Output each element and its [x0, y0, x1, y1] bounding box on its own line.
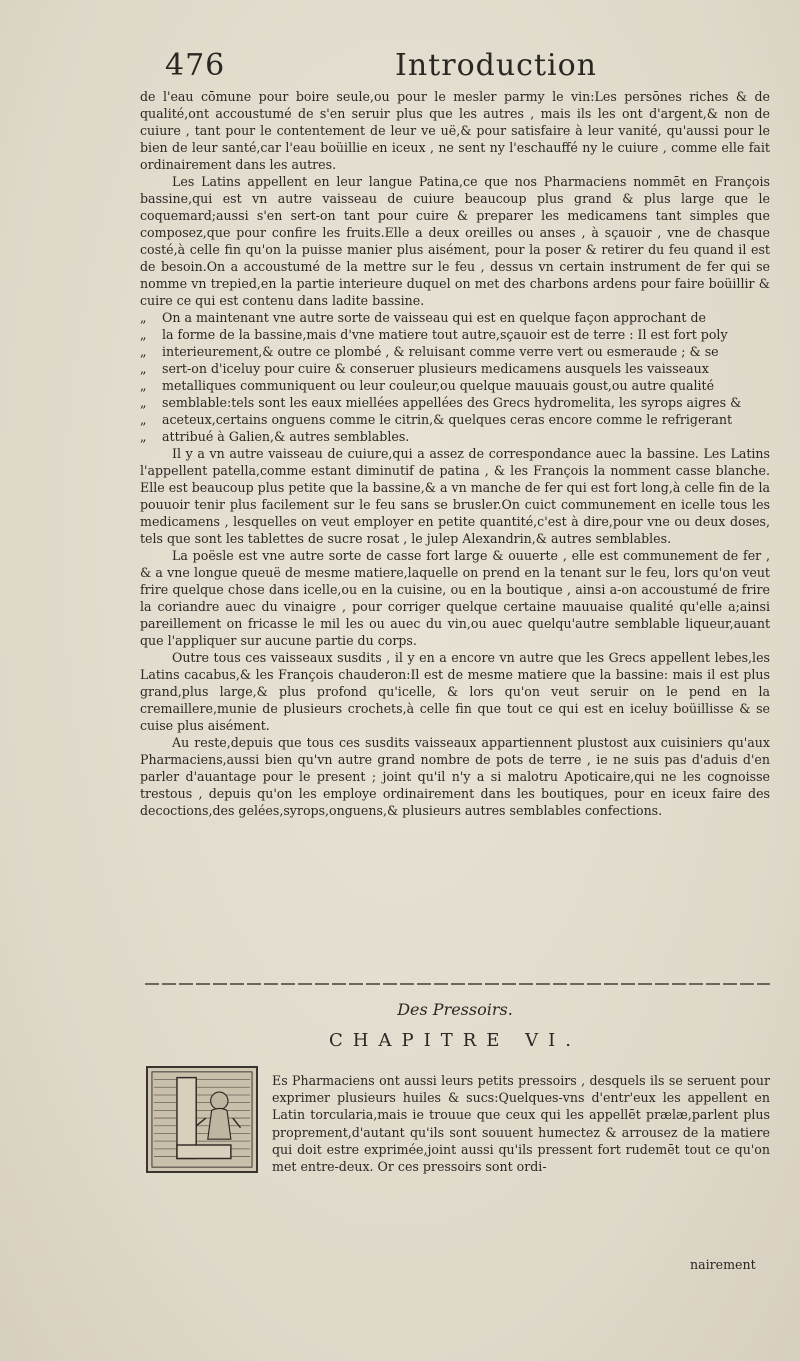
- page-number: 476: [165, 48, 226, 83]
- section-rule: [145, 983, 770, 985]
- quote-mark: „: [140, 361, 147, 376]
- chapter-title: CHAPITRE VI.: [329, 1030, 581, 1051]
- quote-mark: „: [140, 429, 147, 444]
- quoted-passage: [140, 309, 770, 445]
- decorated-initial-l-icon: [146, 1066, 258, 1173]
- quote-line: „ attribué à Galien,& autres semblables.: [140, 429, 410, 444]
- paragraph-2: Les Latins appellent en leur langue Patina,ce que nos Pharmaciens nommēt en François bassine,qui est vn autre vaisseau de cuiure beaucoup plus grand & plus large que le coquemard;aussi s'en sert-on tant pour cuire & preparer les medicamens tant simples que composez,que pour confire les fruits.Elle a deux oreilles ou anses , à sçauoir , vne de chasque costé,à celle fin qu'on la puisse manier plus aisément, pour la poser & retirer du feu quand il est de besoin.On a accoustumé de la mettre sur le feu , dessus vn certain instrument de fer qui se nomme vn trepied,en la partie interieure duquel on met des charbons ardens pour faire boüillir & cuire ce qui est contenu dans ladite bassine.: [140, 174, 770, 308]
- paragraph-1: de l'eau cōmune pour boire seule,ou pour le mesler parmy le vin:Les persōnes riches & de qualité,ont accoustumé de s'en seruir plus que les autres , mais ils les ont d'argent,& non de cuiure , tant pour le contentement de leur ve uë,& pour satisfaire à leur vanité, qu'aussi pour le bien de leur santé,car l'eau boüillie en iceux , ne sent ny l'eschauffé ny le cuiure , comme elle fait ordinairement dans les autres.: [140, 89, 770, 172]
- quote-mark: „: [140, 395, 147, 410]
- paragraph-4: La poësle est vne autre sorte de casse fort large & ouuerte , elle est communement de fer , & a vne longue queuë de mesme matiere,laquelle on prend en la tenant sur le feu, lors qu'on veut frire quelque chose dans icelle,ou en la cuisine, ou en la boutique , ainsi a-on accoustumé de frire la coriandre auec du vinaigre , pour corriger quelque certaine mauuaise qualité qu'elle a;ainsi pareillement on fricasse le mil les ou auec du vin,ou auec quelqu'autre semblable liqueur,auant que l'appliquer sur aucune partie du corps.: [140, 548, 770, 648]
- quote-mark: „: [140, 412, 147, 427]
- woodcut-initial-icon: [148, 1068, 256, 1171]
- quote-line: „ On a maintenant vne autre sorte de vaisseau qui est en quelque façon approchant de: [140, 310, 706, 325]
- main-text: [140, 88, 770, 819]
- quote-mark: „: [140, 310, 147, 325]
- quote-mark: „: [140, 344, 147, 359]
- catchword: nairement: [690, 1257, 756, 1272]
- chapter-text: Es Pharmaciens ont aussi leurs petits pressoirs , desquels ils se seruent pour exprimer plusieurs huiles & sucs:Quelques-vns d'entr'eux les appellent en Latin torcularia,mais ie trouue que ceux qui les appellēt prælæ,parlent plus proprement,d'autant qu'ils sont souuent humectez & arrousez de la matiere qui doit estre exprimée,joint aussi qu'ils pressent fort rudemēt tout ce qu'on met entre-deux. Or ces pressoirs sont ordi-: [272, 1073, 770, 1175]
- quote-line: „ metalliques communiquent ou leur couleur,ou quelque mauuais goust,ou autre qualité: [140, 378, 715, 393]
- quote-line: „ interieurement,& outre ce plombé , & reluisant comme verre vert ou esmeraude ; & se: [140, 344, 719, 359]
- paragraph-3: Il y a vn autre vaisseau de cuiure,qui a assez de correspondance auec la bassine. Les Latins l'appellent patella,comme estant diminutif de patina , & les François la nomment casse blanche. Elle est beaucoup plus petite que la bassine,& a vn manche de fer qui est fort long,à celle fin de la pouuoir tenir plus facilement sur le feu sans se brusler.On cuict communement en icelle tous les medicamens , lesquelles on veut employer en petite quantité,c'est à dire,pour vne ou deux doses, tels que sont les tablettes de sucre rosat , le julep Alexandrin,& autres semblables.: [140, 446, 770, 546]
- running-title: Introduction: [395, 48, 597, 83]
- quote-mark: „: [140, 327, 147, 342]
- quote-line: „ semblable:tels sont les eaux miellées appellées des Grecs hydromelita, les syrops aigres &: [140, 395, 742, 410]
- paragraph-6: Au reste,depuis que tous ces susdits vaisseaux appartiennent plustost aux cuisiniers qu'aux Pharmaciens,aussi bien qu'vn autre grand nombre de pots de terre , ie ne suis pas d'aduis d'en parler d'auantage pour le present ; joint qu'il n'y a si malotru Apoticaire,qui ne les cognoisse trestous , depuis qu'on les employe ordinairement dans les boutiques, pour en iceux faire des decoctions,des gelées,syrops,onguens,& plusieurs autres semblables confections.: [140, 735, 770, 818]
- quote-line: „ aceteux,certains onguens comme le citrin,& quelques ceras encore comme le refrigerant: [140, 412, 733, 427]
- quote-line: „ sert-on d'iceluy pour cuire & conseruer plusieurs medicamens ausquels les vaisseaux: [140, 361, 709, 376]
- quote-mark: „: [140, 378, 147, 393]
- paragraph-5: Outre tous ces vaisseaux susdits , il y en a encore vn autre que les Grecs appellent lebes,les Latins cacabus,& les François chauderon:Il est de mesme matiere que la bassine: mais il est plus grand,plus large,& plus profond qu'icelle, & lors qu'on veut seruir on le pend en la cremaillere,munie de plusieurs crochets,à celle fin que tout ce qui est en iceluy boüillisse & se cuise plus aisément.: [140, 650, 770, 733]
- section-title: Des Pressoirs.: [397, 1000, 513, 1019]
- quote-line: „ la forme de la bassine,mais d'vne matiere tout autre,sçauoir est de terre : Il est fort poly: [140, 327, 728, 342]
